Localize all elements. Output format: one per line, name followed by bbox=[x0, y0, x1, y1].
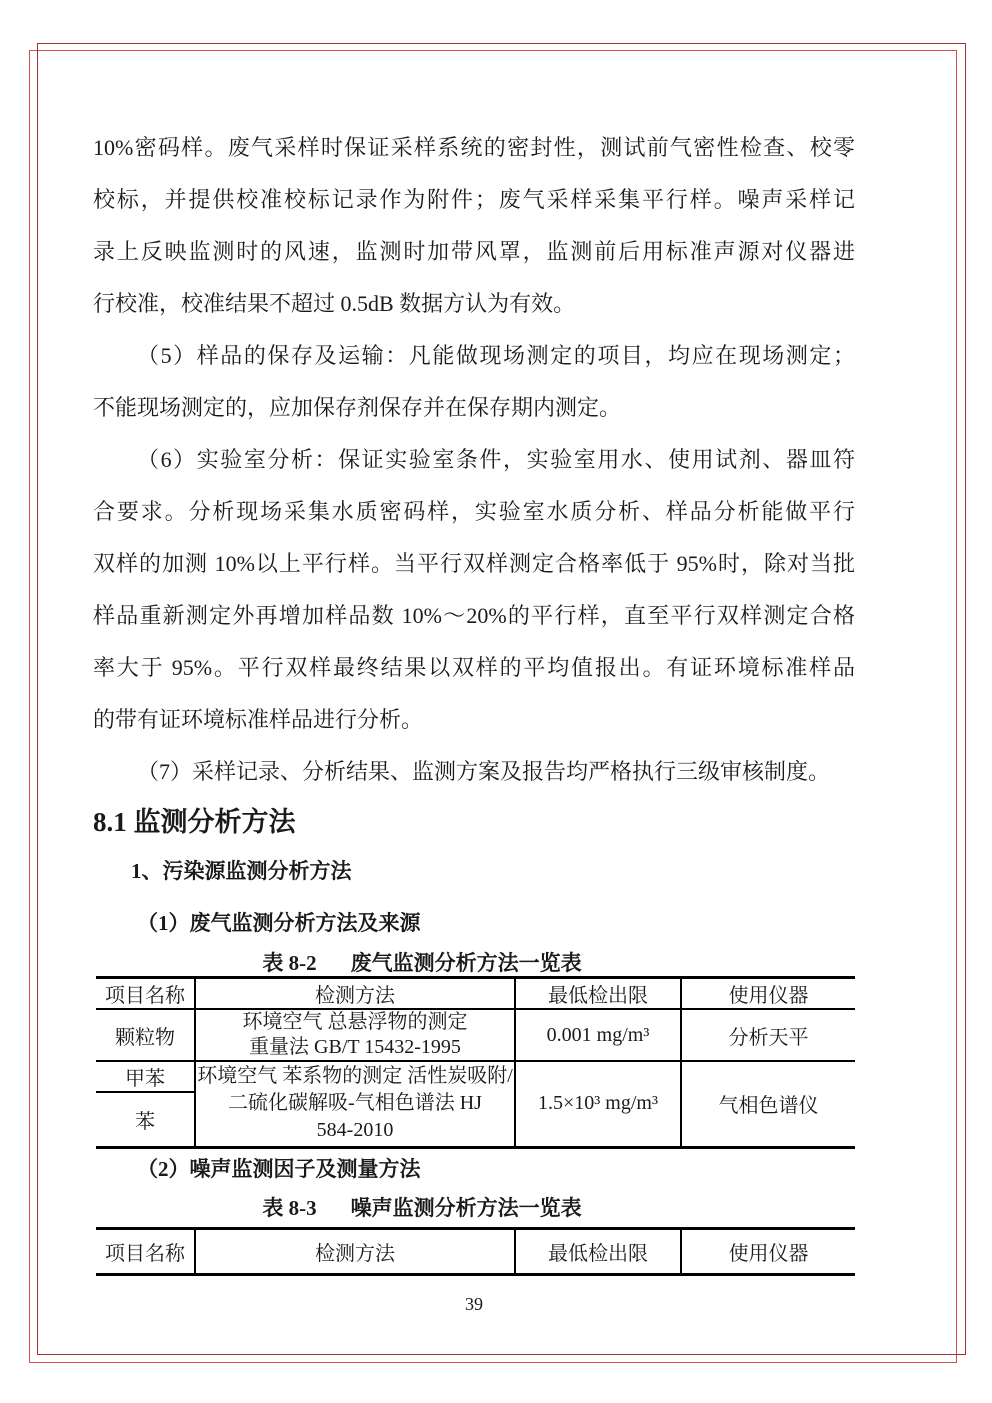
body-line: 不能现场测定的，应加保存剂保存并在保存期内测定。 bbox=[93, 395, 622, 420]
page-content bbox=[93, 122, 855, 1276]
body-line: 校标，并提供校准校标记录作为附件；废气采样采集平行样。噪声采样记 bbox=[93, 187, 855, 212]
page-number: 39 bbox=[465, 1294, 483, 1314]
paragraph-item-6 bbox=[93, 434, 855, 746]
table-8-3-header-row bbox=[96, 1228, 855, 1274]
table-8-3 bbox=[96, 1227, 855, 1276]
cell-project-particulate: 颗粒物 bbox=[96, 1009, 195, 1061]
method-line: 环境空气 苯系物的测定 活性炭吸附/ bbox=[197, 1065, 513, 1088]
table-8-2-header-row bbox=[96, 978, 855, 1010]
column-header-detection-limit: 最低检出限 bbox=[515, 1228, 681, 1274]
cell-method-particulate bbox=[195, 1009, 515, 1061]
body-line: 双样的加测 10%以上平行样。当平行双样测定合格率低于 95%时，除对当批 bbox=[93, 551, 855, 576]
table-8-2 bbox=[96, 976, 855, 1149]
method-line: 环境空气 总悬浮物的测定 bbox=[242, 1011, 468, 1033]
subheading-pollution-source-methods: 1、污染源监测分析方法 bbox=[131, 859, 352, 883]
subheading-noise-methods: （2）噪声监测因子及测量方法 bbox=[137, 1156, 421, 1181]
body-line: 的带有证环境标准样品进行分析。 bbox=[93, 707, 424, 732]
cell-limit-benzene-series: 1.5×10³ mg/m³ bbox=[515, 1061, 681, 1147]
column-header-project-name: 项目名称 bbox=[105, 1242, 185, 1265]
body-line: 合要求。分析现场采集水质密码样，实验室水质分析、样品分析能做平行 bbox=[93, 499, 855, 524]
cell-limit-particulate: 0.001 mg/m³ bbox=[515, 1009, 681, 1061]
column-header-instrument: 使用仪器 bbox=[681, 978, 855, 1010]
paragraph-item-7 bbox=[93, 746, 855, 798]
column-header-instrument: 使用仪器 bbox=[681, 1228, 855, 1274]
table-8-3-caption bbox=[41, 1189, 803, 1227]
body-line: 行校准，校准结果不超过 0.5dB 数据方认为有效。 bbox=[93, 291, 576, 316]
table-8-2-caption-title: 废气监测分析方法一览表 bbox=[350, 951, 582, 975]
table-8-3-caption-label: 表 8-3 bbox=[262, 1195, 317, 1220]
section-heading-8-1: 8.1 监测分析方法 bbox=[93, 807, 296, 837]
body-line: 10%密码样。废气采样时保证采样系统的密封性，测试前气密性检查、校零 bbox=[93, 135, 855, 160]
cell-project-benzene: 苯 bbox=[96, 1092, 195, 1147]
paragraph-item-5 bbox=[93, 330, 855, 434]
column-header-project-name: 项目名称 bbox=[105, 985, 185, 1007]
table-8-2-caption bbox=[41, 950, 803, 976]
column-header-method: 检测方法 bbox=[195, 978, 515, 1010]
table-8-2-caption-label: 表 8-2 bbox=[262, 951, 317, 975]
column-header-method: 检测方法 bbox=[195, 1228, 515, 1274]
cell-method-benzene-series bbox=[195, 1061, 515, 1147]
cell-instrument-particulate: 分析天平 bbox=[681, 1009, 855, 1061]
cell-project-toluene: 甲苯 bbox=[96, 1061, 195, 1092]
body-line: （5）样品的保存及运输：凡能做现场测定的项目，均应在现场测定； bbox=[137, 343, 855, 368]
method-line: 二硫化碳解吸-气相色谱法 HJ bbox=[228, 1092, 482, 1115]
body-line: 录上反映监测时的风速，监测时加带风罩，监测前后用标准声源对仪器进 bbox=[93, 239, 855, 264]
body-line: 率大于 95%。平行双样最终结果以双样的平均值报出。有证环境标准样品 bbox=[93, 655, 855, 680]
paragraph-qa-sampling bbox=[93, 122, 855, 330]
subheading-waste-gas-methods: （1）废气监测分析方法及来源 bbox=[137, 911, 421, 935]
method-line: 584-2010 bbox=[316, 1119, 394, 1142]
body-line: （7）采样记录、分析结果、监测方案及报告均严格执行三级审核制度。 bbox=[137, 759, 831, 784]
column-header-detection-limit: 最低检出限 bbox=[515, 978, 681, 1010]
body-line: （6）实验室分析：保证实验室条件，实验室用水、使用试剂、器皿符 bbox=[137, 447, 855, 472]
table-row bbox=[96, 1061, 855, 1092]
body-line: 样品重新测定外再增加样品数 10%～20%的平行样，直至平行双样测定合格 bbox=[93, 603, 855, 628]
cell-instrument-benzene-series: 气相色谱仪 bbox=[681, 1061, 855, 1147]
method-line: 重量法 GB/T 15432-1995 bbox=[249, 1036, 461, 1058]
table-row bbox=[96, 1009, 855, 1061]
table-8-3-caption-title: 噪声监测分析方法一览表 bbox=[350, 1195, 582, 1220]
